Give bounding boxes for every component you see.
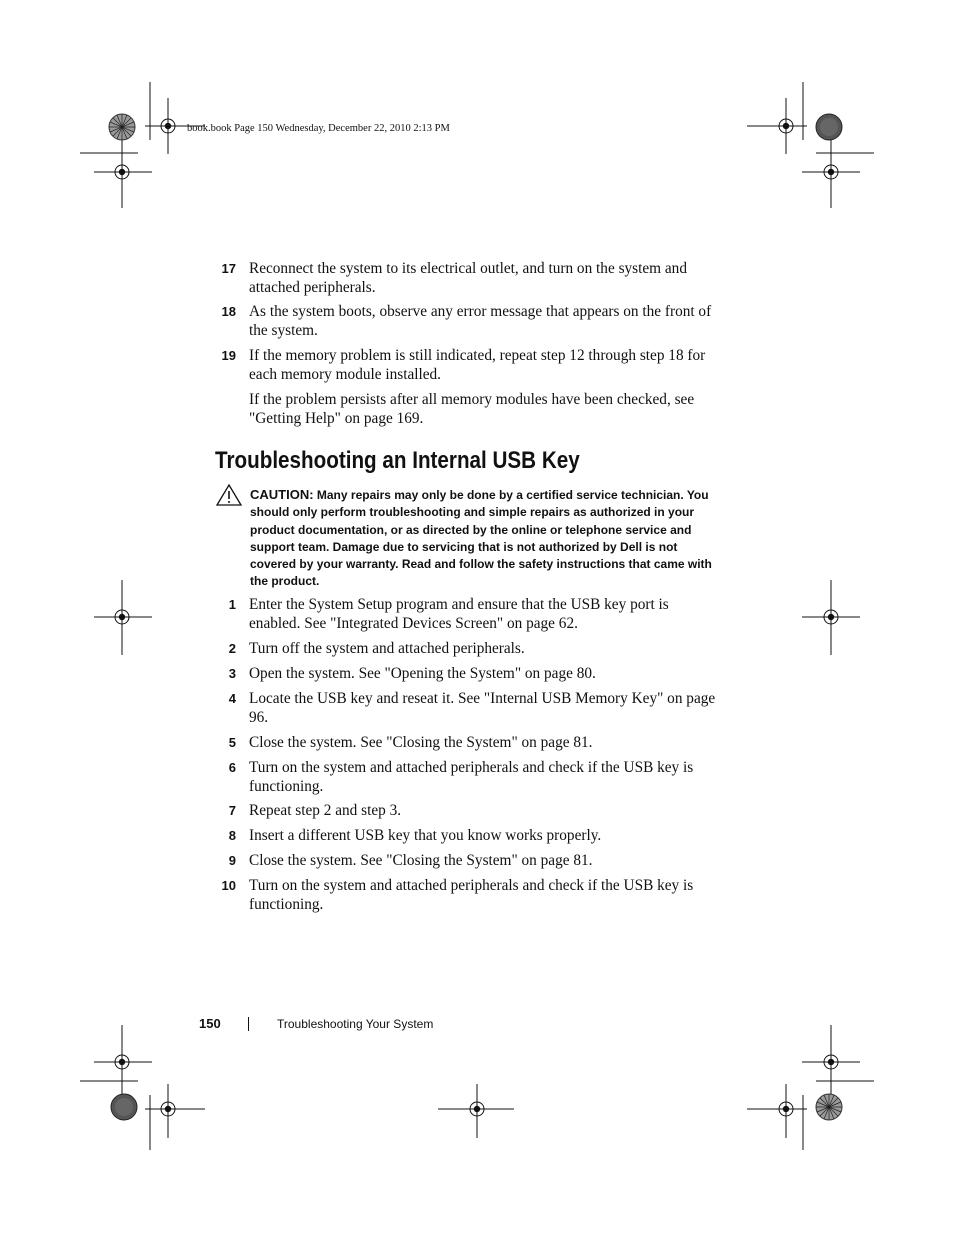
step-number: 10 bbox=[221, 878, 236, 893]
caution-label: CAUTION: bbox=[250, 487, 314, 502]
step-number: 19 bbox=[221, 348, 236, 363]
step-number: 3 bbox=[228, 666, 236, 681]
step-number: 7 bbox=[228, 803, 236, 818]
step-text: Turn off the system and attached peripherals. bbox=[249, 640, 525, 657]
step-text: Reconnect the system to its electrical outlet, and turn on the system and attached peripherals. bbox=[249, 260, 687, 296]
print-header-stamp: book.book Page 150 Wednesday, December 22, 2010 2:13 PM bbox=[187, 123, 450, 134]
step-number: 4 bbox=[228, 691, 236, 706]
step-number: 5 bbox=[228, 735, 236, 750]
step-text: As the system boots, observe any error message that appears on the front of the system. bbox=[249, 303, 712, 339]
step-text: Turn on the system and attached peripherals and check if the USB key is functioning. bbox=[249, 759, 694, 795]
step-text: Enter the System Setup program and ensure that the USB key port is enabled. See "Integrated Devices Screen" on page 62. bbox=[249, 596, 669, 632]
step-text: Insert a different USB key that you know works properly. bbox=[249, 827, 602, 844]
step-text: If the memory problem is still indicated, repeat step 12 through step 18 for each memory module installed. bbox=[249, 347, 706, 383]
footer-divider bbox=[248, 1017, 249, 1031]
step-number: 18 bbox=[221, 304, 236, 319]
step-text: Open the system. See "Opening the System" on page 80. bbox=[249, 665, 596, 682]
step-text: Close the system. See "Closing the System" on page 81. bbox=[249, 852, 593, 869]
step-number: 1 bbox=[228, 597, 236, 612]
step-number: 8 bbox=[228, 828, 236, 843]
step-text: Locate the USB key and reseat it. See "Internal USB Memory Key" on page 96. bbox=[249, 690, 716, 726]
note-paragraph: If the problem persists after all memory modules have been checked, see "Getting Help" on page 169. bbox=[249, 391, 695, 427]
page-number: 150 bbox=[199, 1016, 221, 1031]
caution-text: Many repairs may only be done by a certified service technician. You should only perform troubleshooting and simple repairs as authorized in your product documentation, or as directed by the online or telephone service and support team. Damage due to servicing that is not authorized by Dell is not covered by your warranty. Read and follow the safety instructions that came with the product. bbox=[250, 488, 712, 589]
footer-section-title: Troubleshooting Your System bbox=[277, 1017, 434, 1031]
step-text: Repeat step 2 and step 3. bbox=[249, 802, 402, 819]
caution-notice bbox=[250, 486, 716, 591]
section-heading: Troubleshooting an Internal USB Key bbox=[215, 447, 580, 474]
step-number: 17 bbox=[221, 261, 236, 276]
step-number: 2 bbox=[228, 641, 236, 656]
caution-icon bbox=[216, 484, 242, 506]
step-text: Turn on the system and attached peripherals and check if the USB key is functioning. bbox=[249, 877, 694, 913]
step-text: Close the system. See "Closing the System" on page 81. bbox=[249, 734, 593, 751]
step-number: 9 bbox=[228, 853, 236, 868]
step-number: 6 bbox=[228, 760, 236, 775]
